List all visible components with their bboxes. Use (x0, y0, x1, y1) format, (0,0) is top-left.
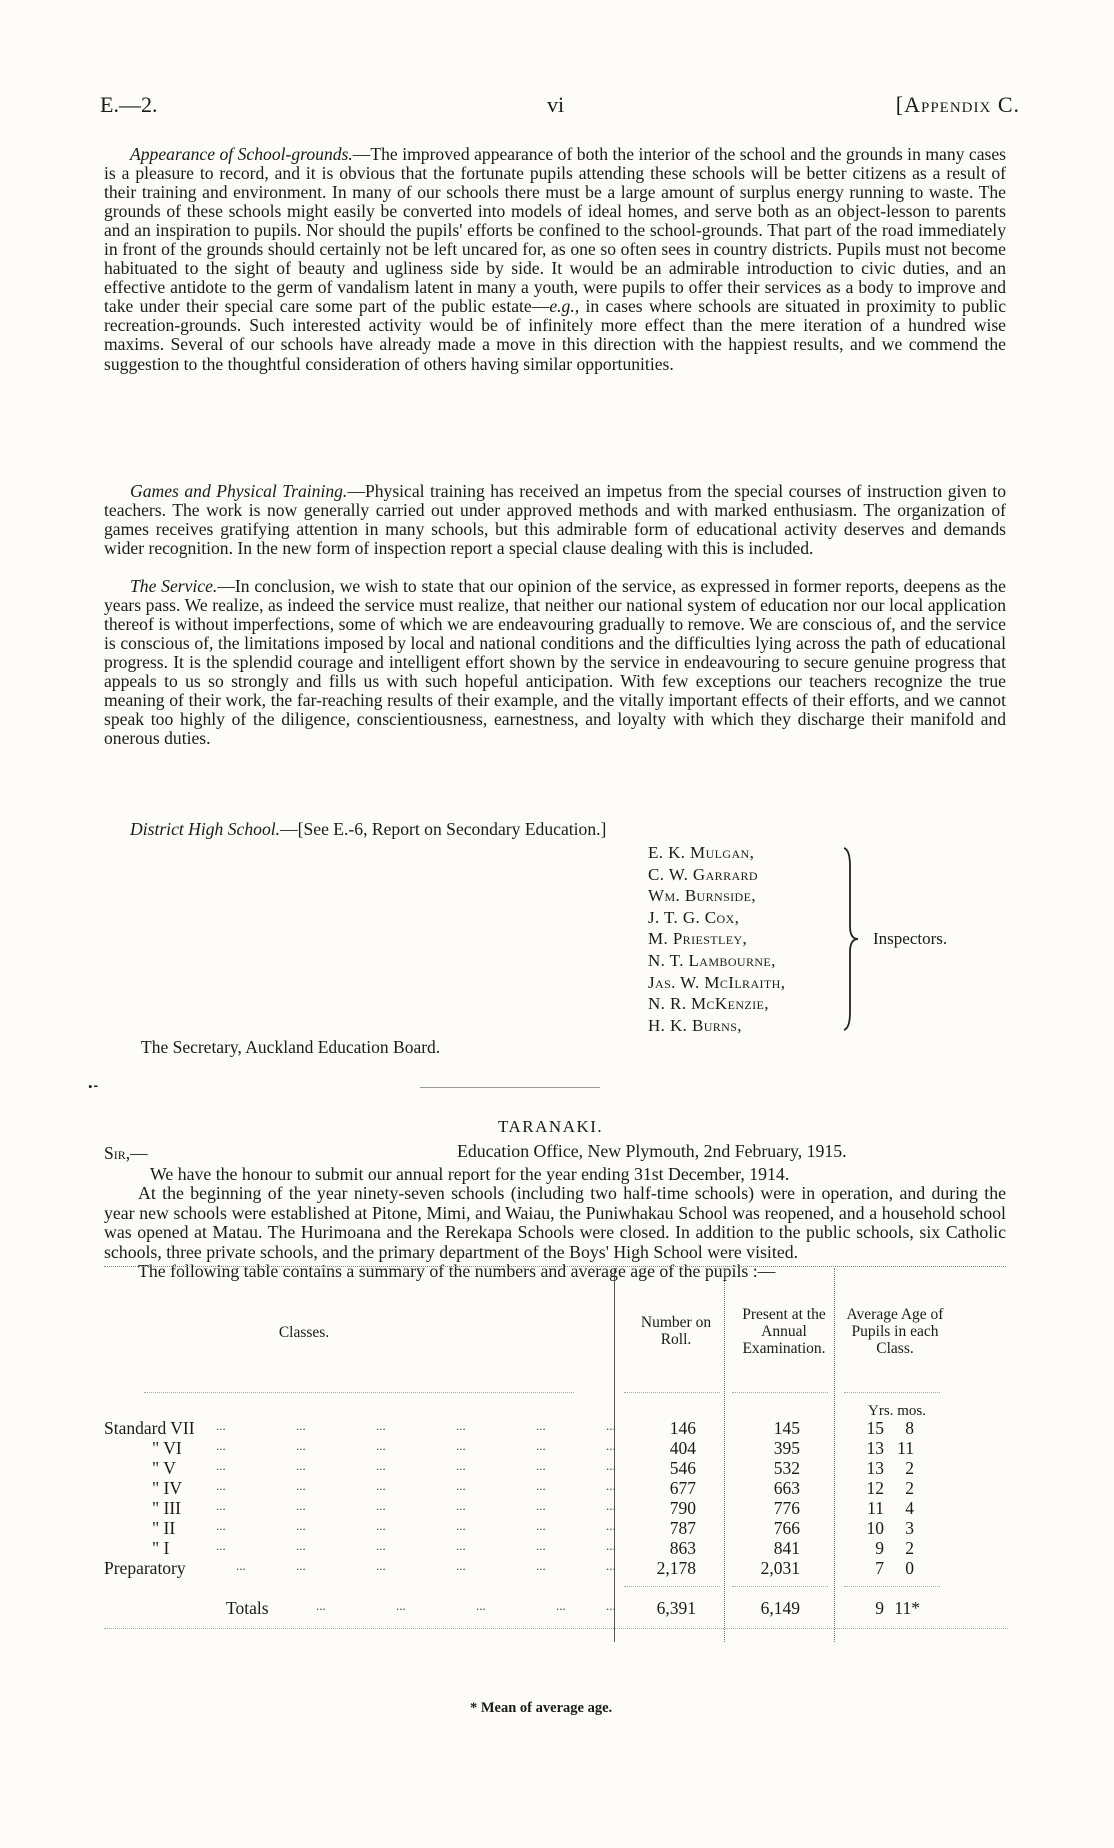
totals-rule (844, 1586, 940, 1587)
roll-total: 6,391 (656, 1598, 696, 1618)
paragraph-eg: e.g., (549, 296, 580, 317)
age-months: 11* (894, 1598, 920, 1618)
table-row: " III 790 776 11 4 ... ... ... ... ... ... (152, 1498, 914, 1518)
present-value: 766 (773, 1518, 800, 1538)
page-header (100, 92, 1020, 120)
table-row: " I 863 841 9 2 ... ... ... ... ... ... (152, 1538, 914, 1558)
inspector-name: Jas. W. McIlraith, (648, 972, 786, 992)
age-months: 3 (905, 1518, 914, 1538)
row-label: Preparatory (104, 1558, 186, 1578)
age-years: 7 (875, 1558, 884, 1578)
table-row: Standard VII 146 145 15 8 ... ... ... ... ... ... (104, 1418, 914, 1438)
age-years: 9 (875, 1598, 884, 1618)
table-row: " II 787 766 10 3 ... ... ... ... ... ... (152, 1518, 914, 1538)
table-row: " IV 677 663 12 2 ... ... ... ... ... ... (152, 1478, 914, 1498)
totals-label: Totals (226, 1598, 269, 1618)
header-rule (144, 1392, 574, 1393)
table-row: " VI 404 395 13 11 ... ... ... ... ... ... (152, 1438, 914, 1458)
header-present: Present at the Annual Examination. (742, 1306, 826, 1357)
table-bottom-rule (104, 1628, 1008, 1629)
paragraph-lead: Games and Physical Training. (130, 481, 348, 501)
inspector-name: Wm. Burnside, (648, 886, 757, 906)
inspector-name: C. W. Garrard (648, 864, 759, 884)
letter-paragraph: We have the honour to submit our annual report for the year ending 31st December, 1914. (150, 1164, 790, 1184)
paragraph-games (104, 482, 1006, 558)
table-top-rule (104, 1266, 1006, 1267)
ink-mark: •⁃ (88, 1079, 100, 1094)
header-right: [Appendix C. (895, 92, 1020, 117)
roll-value: 146 (669, 1418, 696, 1438)
totals-rule (624, 1586, 720, 1587)
row-label: " V (152, 1458, 176, 1478)
row-label: " III (152, 1498, 182, 1518)
age-years: 12 (866, 1478, 884, 1498)
header-roll: Number on Roll. (640, 1314, 712, 1348)
paragraph-district-high (104, 820, 1006, 839)
paragraph-text: —In conclusion, we wish to state that our opinion of the service, as expressed in former reports, deepens as the years pass. We realize, as indeed the service must realize, that neither our national system of education nor our local application thereof is without imperfections, some of which we are endeavouring gradually to remove. We are conscious of, and the service is conscious of, the limitations imposed by local and national conditions and the difficulties lying across the path of educational progress. It is the splendid courage and intelligent effort shown by the service in endeavouring to secure genuine progress that appeals to us so strongly and fills us with such hopeful anticipation. With few exceptions our teachers recognize the true meaning of their work, the far-reaching results of their example, and the vitally important effects of their efforts, and we cannot speak too highly of the diligence, conscientiousness, earnestness, and loyalty with which they discharge their manifold and onerous duties. (104, 576, 1006, 749)
paragraph-text-2: in cases where schools are situated in proximity to public recreation-grounds. Such interested activity would be of infinitely more effect than the mere iteration of a hundred wise maxims. Several of our schools have already made a move in this direction with the happiest results, and we commend the suggestion to the thoughtful consideration of others having similar opportunities. (104, 296, 1006, 374)
inspector-name: N. T. Lambourne, (648, 950, 776, 970)
header-classes: Classes. (278, 1324, 330, 1341)
letter-body (104, 1165, 1006, 1281)
present-total: 6,149 (760, 1598, 800, 1618)
roll-value: 787 (669, 1518, 696, 1538)
age-years: 13 (866, 1458, 884, 1478)
present-value: 841 (773, 1538, 800, 1558)
paragraph-lead: The Service. (130, 576, 218, 596)
row-label: " VI (152, 1438, 182, 1458)
inspector-signatures (648, 842, 785, 1036)
present-value: 532 (773, 1458, 800, 1478)
salutation: Sir,— (104, 1143, 148, 1163)
table-row: Preparatory 2,178 2,031 7 0 ... ... ... ... ... ... (104, 1558, 914, 1578)
roll-value: 2,178 (656, 1558, 696, 1578)
row-label: " II (152, 1518, 176, 1538)
letter-address: Education Office, New Plymouth, 2nd February, 1915. (457, 1141, 847, 1161)
present-value: 395 (773, 1438, 800, 1458)
addressee: The Secretary, Auckland Education Board. (141, 1037, 441, 1057)
roll-value: 404 (669, 1438, 696, 1458)
inspector-name: J. T. G. Cox, (648, 907, 740, 927)
age-months: 4 (905, 1498, 914, 1518)
present-value: 2,031 (760, 1558, 800, 1578)
present-value: 776 (773, 1498, 800, 1518)
header-rule (732, 1392, 828, 1393)
age-years: 11 (867, 1498, 884, 1518)
present-value: 145 (773, 1418, 800, 1438)
paragraph-text: —[See E.-6, Report on Secondary Education.] (280, 819, 607, 839)
table-row: " V 546 532 13 2 ... ... ... ... ... ... (152, 1458, 914, 1478)
inspector-name: M. Priestley, (648, 929, 748, 949)
paragraph-service (104, 577, 1006, 748)
summary-table (104, 1268, 1008, 1686)
header-age: Average Age of Pupils in each Class. (846, 1306, 944, 1357)
age-months: 2 (905, 1478, 914, 1498)
brace-icon (842, 846, 860, 1032)
paragraph-school-grounds (104, 145, 1006, 374)
row-label: " I (152, 1538, 170, 1558)
roll-value: 790 (669, 1498, 696, 1518)
row-label: Standard VII (104, 1418, 195, 1438)
age-years: 15 (866, 1418, 884, 1438)
header-rule (844, 1392, 940, 1393)
inspector-name: N. R. McKenzie, (648, 994, 769, 1014)
age-months: 2 (905, 1458, 914, 1478)
present-value: 663 (773, 1478, 800, 1498)
age-units: Yrs. mos. (868, 1403, 926, 1419)
header-left: E.—2. (100, 92, 158, 117)
row-label: " IV (152, 1478, 182, 1498)
section-title: TARANAKI. (498, 1117, 604, 1136)
letter-paragraph: The following table contains a summary of the numbers and average age of the pupils :— (138, 1261, 776, 1282)
roll-value: 546 (669, 1458, 696, 1478)
paragraph-text: —Physical training has received an impetus from the special courses of instruction given to teachers. The work is now generally carried out under approved methods and with marked enthusiasm. The organization of games receives gratifying attention in many schools, but this admirable form of educational activity deserves and demands wider recognition. In the new form of inspection report a special clause dealing with this is included. (104, 481, 1006, 559)
paragraph-lead: District High School. (130, 819, 281, 839)
inspectors-label: Inspectors. (873, 929, 948, 948)
header-rule (624, 1392, 720, 1393)
letter-paragraph: At the beginning of the year ninety-seven schools (including two half-time schools) were in operation, and during the year new schools were established at Pitone, Mimi, and Waiau, the Puniwhakau School was reopened, and a household school was opened at Matau. The Hurimoana and the Rerekapa Schools were closed. In addition to the public schools, six Catholic schools, three private schools, and the primary department of the Boys' High School were visited. (104, 1183, 1006, 1262)
age-months: 8 (905, 1418, 914, 1438)
age-years: 13 (866, 1438, 884, 1458)
age-years: 10 (866, 1518, 884, 1538)
inspector-name: H. K. Burns, (648, 1015, 742, 1035)
section-divider (420, 1087, 600, 1088)
totals-rule (732, 1586, 828, 1587)
age-years: 9 (875, 1538, 884, 1558)
inspector-name: E. K. Mulgan, (648, 843, 755, 862)
roll-value: 863 (669, 1538, 696, 1558)
page-number: vi (547, 92, 565, 117)
footnote: * Mean of average age. (470, 1700, 613, 1716)
age-months: 0 (905, 1558, 914, 1578)
paragraph-text: —The improved appearance of both the interior of the school and the grounds in many cases is a pleasure to record, and it is obvious that the fortunate pupils attending these schools will be better citizens as a result of their training and environment. In many of our schools there must be a large amount of surplus energy running to waste. The grounds of these schools might easily be converted into models of ideal homes, and serve both as an object-lesson to parents and an inspiration to pupils. Nor should the pupils' efforts be confined to the school-grounds. That part of the road immediately in front of the grounds should certainly not be left uncared for, as one so often sees in country districts. Pupils must not become habituated to the sight of beauty and ugliness side by side. It would be an admirable introduction to civic duties, and an effective antidote to the germ of vandalism latent in many a youth, were pupils to offer their services as a body to improve and take under their special care some part of the public estate— (104, 144, 1007, 317)
paragraph-lead: Appearance of School-grounds. (130, 144, 353, 164)
roll-value: 677 (669, 1478, 696, 1498)
age-months: 2 (905, 1538, 914, 1558)
totals-row: Totals 6,391 6,149 9 11* ... ... ... ... ... (226, 1598, 920, 1618)
age-months: 11 (897, 1438, 914, 1458)
